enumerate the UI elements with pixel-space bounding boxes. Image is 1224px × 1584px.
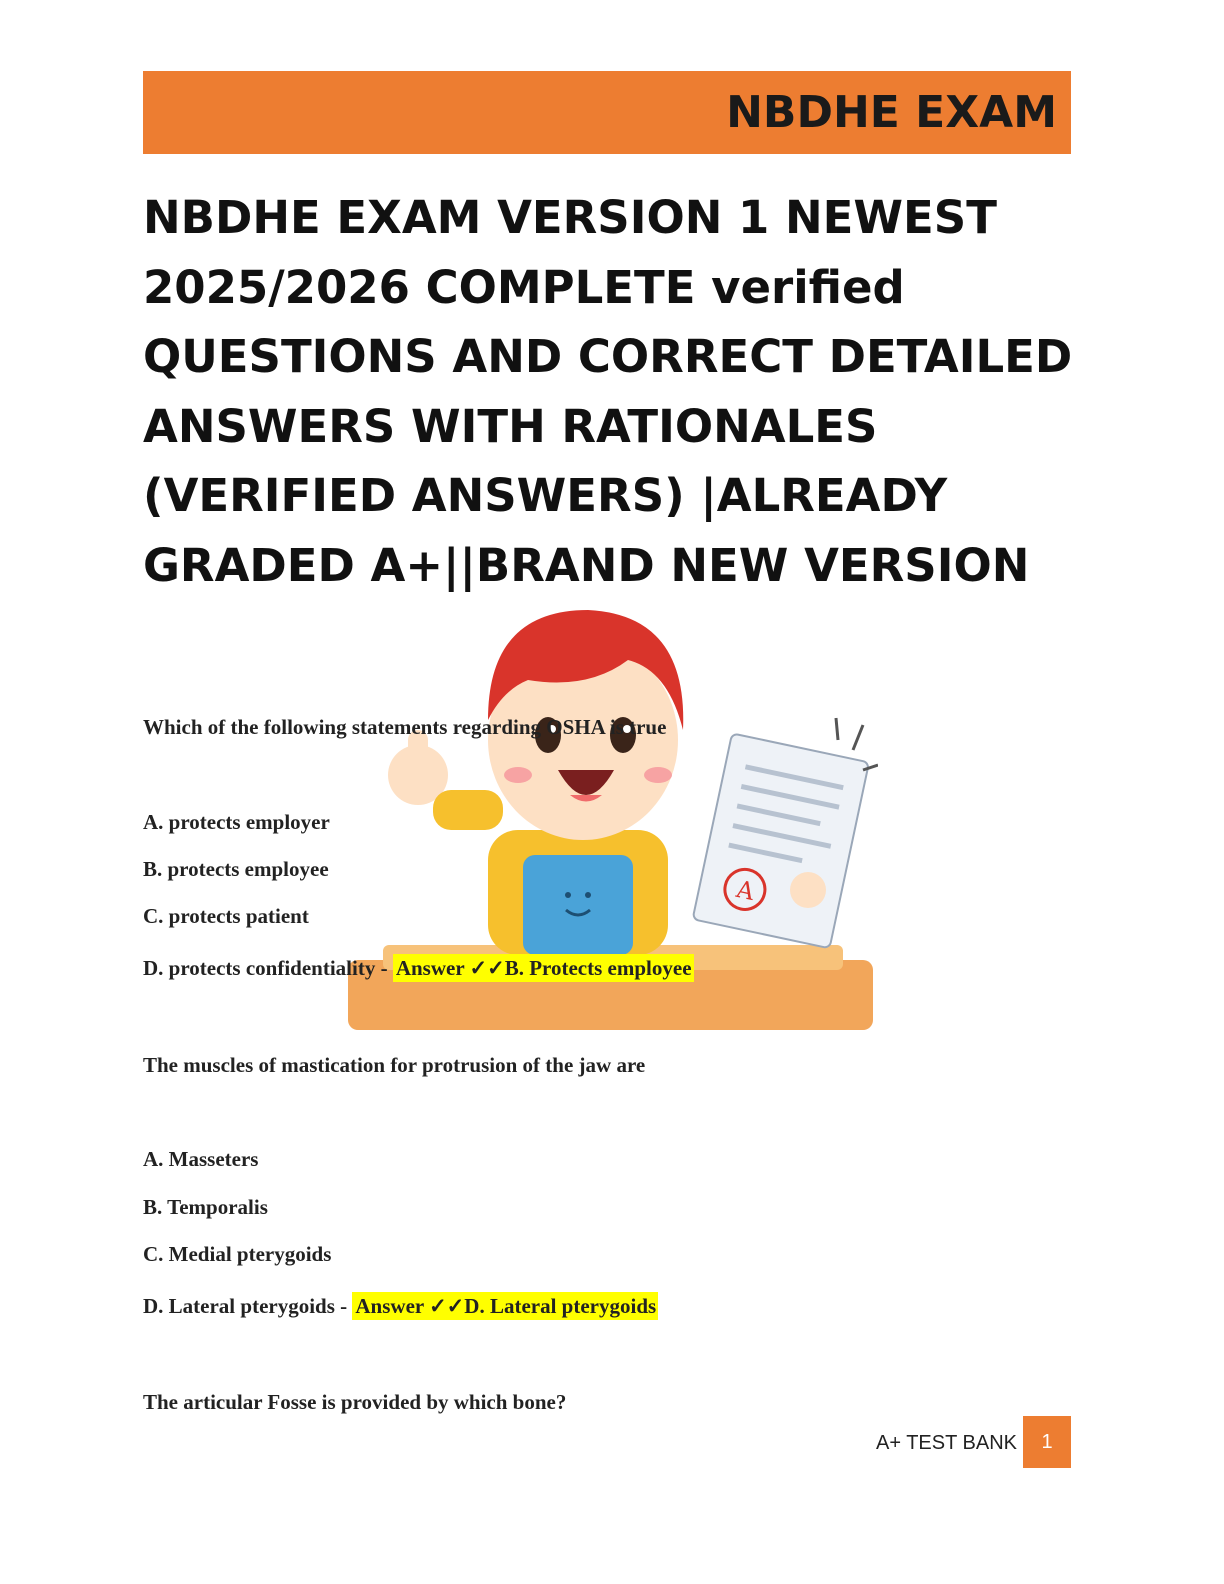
- option: D. Lateral pterygoids -: [143, 1294, 353, 1318]
- title-line: 2025/2026 COMPLETE verified: [143, 260, 905, 314]
- option: C. Medial pterygoids: [143, 1242, 332, 1266]
- question-text: Which of the following statements regarding OSHA is true: [143, 715, 667, 739]
- option: A. Masseters: [143, 1147, 259, 1171]
- option: D. protects confidentiality -: [143, 956, 393, 980]
- option: A. protects employer: [143, 810, 330, 834]
- question-text: The articular Fosse is provided by which bone?: [143, 1390, 567, 1414]
- header-band: [143, 71, 1071, 154]
- title-line: NBDHE EXAM VERSION 1 NEWEST: [143, 191, 997, 244]
- title-line: GRADED A+||BRAND NEW VERSION: [143, 538, 1030, 592]
- option-with-answer: [143, 1293, 658, 1319]
- document-title: [143, 183, 1073, 600]
- grade-mark: A: [733, 875, 757, 907]
- footer-label: A+ TEST BANK: [876, 1432, 1017, 1454]
- option: C. protects patient: [143, 904, 309, 928]
- answer-highlight: Answer ✓✓D. Lateral pterygoids: [352, 1292, 658, 1320]
- title-line: ANSWERS WITH RATIONALES: [143, 399, 878, 453]
- answer-highlight: Answer ✓✓B. Protects employee: [393, 954, 694, 982]
- option: B. protects employee: [143, 857, 329, 881]
- page-number: 1: [1023, 1416, 1071, 1468]
- question-text: The muscles of mastication for protrusion of the jaw are: [143, 1053, 646, 1077]
- title-line: (VERIFIED ANSWERS) |ALREADY: [143, 469, 948, 522]
- header-title: NBDHE EXAM: [726, 87, 1057, 138]
- option: B. Temporalis: [143, 1195, 268, 1219]
- overalls-shape: [523, 855, 633, 955]
- title-line: QUESTIONS AND CORRECT DETAILED: [143, 330, 1073, 383]
- option-with-answer: [143, 955, 694, 981]
- graded-paper-icon: [693, 733, 869, 948]
